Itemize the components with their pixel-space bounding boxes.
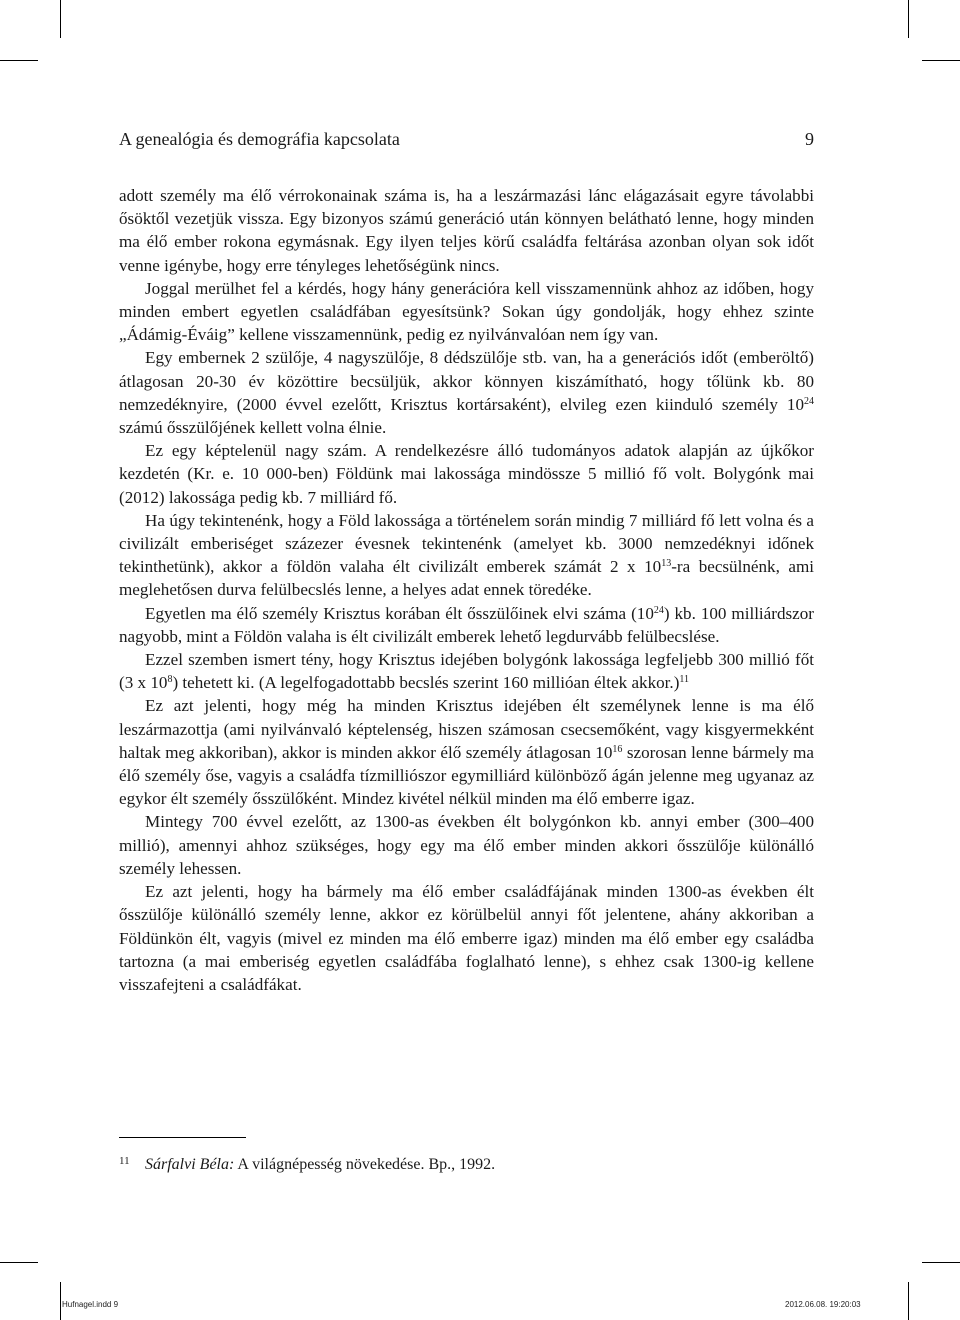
body-text xyxy=(119,184,814,996)
paragraph: Ez egy képtelenül nagy szám. A rendelkezésre álló tudományos adatok alapján az újkőkor kezdetén (Kr. e. 10 000-ben) Földünk mai lakossága mindössze 5 millió fő volt. Bolygónk mai (2012) lakossága pedig kb. 7 milliárd fő. xyxy=(119,441,814,507)
footnote-reference[interactable]: 11 xyxy=(679,674,690,686)
crop-mark xyxy=(60,1282,61,1320)
slug-filename: Hufnagel.indd 9 xyxy=(62,1300,119,1309)
superscript: 13 xyxy=(661,558,672,570)
slug-timestamp: 2012.06.08. 19:20:03 xyxy=(785,1300,861,1309)
superscript: 8 xyxy=(167,674,173,686)
running-title: A genealógia és demográfia kapcsolata xyxy=(119,129,400,149)
superscript: 24 xyxy=(653,604,664,616)
crop-mark xyxy=(922,60,960,61)
crop-mark xyxy=(60,0,61,38)
crop-mark xyxy=(908,1282,909,1320)
paragraph: Joggal merülhet fel a kérdés, hogy hány generációra kell visszamennünk ahhoz az időben, hogy minden embert egyetlen családfában egyesítsünk? Sokan úgy gondolják, hogy ehhez szinte „Ádámig-Éváig” kellene visszamennünk, pedig ez nyilvánvalóan nem így van. xyxy=(119,278,814,345)
footnote xyxy=(119,1151,495,1175)
crop-mark xyxy=(922,1262,960,1263)
footnote-number: 11 xyxy=(119,1155,130,1167)
paragraph: Ez azt jelenti, hogy ha bármely ma élő ember családfájának minden 1300-as években élt ősszülője különálló személy lenne, akkor ez körülbelül annyi főt jelentene, ahány akkoriban a Földünkön élt, vagyis (mivel ez minden ma élő emberre igaz) minden ma élő ember egy családba tartozna (a mai emberiség egyetlen családfába foglalható lenne), s ehhez csak 1300-ig kellene visszafejteni a családfákat. xyxy=(119,882,814,994)
paragraph: Egy embernek 2 szülője, 4 nagyszülője, 8 dédszülője stb. van, ha a generációs időt (emberöltő) átlagosan 20-30 év közöttire becsüljük, akkor könnyen kiszámítható, hogy tőlünk kb. 80 nemzedéknyire, (2000 évvel ezelőtt, Krisztus kortársaként), elvileg ezen kiinduló személy $10^{24}$ számú ősszülőjének kellett volna élnie. xyxy=(119,348,814,438)
paragraph: Ha úgy tekintenénk, hogy a Föld lakossága a történelem során mindig 7 milliárd fő lett volna és a civilizált emberiséget százezer évesnek tekintenénk (amelyet kb. 3000 nemzedéknyi időnek tekinthetünk), akkor a földön valaha élt civilizált emberek számát 2 x $10^{13}-ra$ becsülnénk, ami meglehetősen durva felülbecslés lenne, a helyes adat ennek töredéke. xyxy=(119,510,815,600)
footnote-author: Sárfalvi Béla: xyxy=(145,1156,235,1173)
crop-mark xyxy=(0,60,38,61)
paragraph: Ez azt jelenti, hogy még ha minden Krisztus idejében élt személynek lenne is ma élő leszármazottja (ami nyilvánvaló képtelenség, hiszen számosan csecsemőként, vagy kisgyermekként haltak meg akkoriban), akkor is minden akkor élő személy átlagosan $10^{16}$ szorosan lenne bármely ma élő személy őse, vagyis a családfa tízmilliószor egymilliárd különböző ágán jelenne meg ugyanaz az egykor élt személy ősszülőként. Mindez kivétel nélkül minden ma élő emberre igaz. xyxy=(119,696,815,809)
crop-mark xyxy=(0,1262,38,1263)
crop-mark xyxy=(908,0,909,38)
paragraph: Mintegy 700 évvel ezelőtt, az 1300-as években élt bolygónkon kb. annyi ember (300–400 millió), amennyi ahhoz szükséges, hogy egy ma élő ember minden akkori ősszülője különálló személy lehessen. xyxy=(119,812,814,878)
page-number: 9 xyxy=(805,129,814,149)
paragraph: adott személy ma élő vérrokonainak száma is, ha a leszármazási lánc elágazásait egyre távolabbi ősöktől vezetjük vissza. Egy bizonyos számú generáció után könnyen belátható lenne, hogy minden ma élő ember rokona egymásnak. Egy ilyen teljes körű családfa feltárása azonban olyan sok időt venne igénybe, hogy erre tényleges lehetőségünk nincs. xyxy=(119,186,814,275)
paragraph: Ezzel szemben ismert tény, hogy Krisztus idejében bolygónk lakossága legfeljebb 300 millió főt (3 x $10^8$) tehetett ki. (A legelfogadottabb becslés szerint 160 millióan éltek akkor.)$^{11}$ xyxy=(119,650,814,693)
paragraph: Egyetlen ma élő személy Krisztus korában élt ősszülőinek elvi száma $(10^{24})$ kb. 100 milliárdszor nagyobb, mint a Földön valaha is élt civilizált emberek lehető legdurvább felülbecslése. xyxy=(119,603,814,646)
footnote-text: A világnépesség növekedése. Bp., 1992. xyxy=(234,1156,496,1173)
footnote-divider xyxy=(119,1137,246,1138)
superscript: 24 xyxy=(804,395,814,407)
superscript: 16 xyxy=(612,743,623,755)
